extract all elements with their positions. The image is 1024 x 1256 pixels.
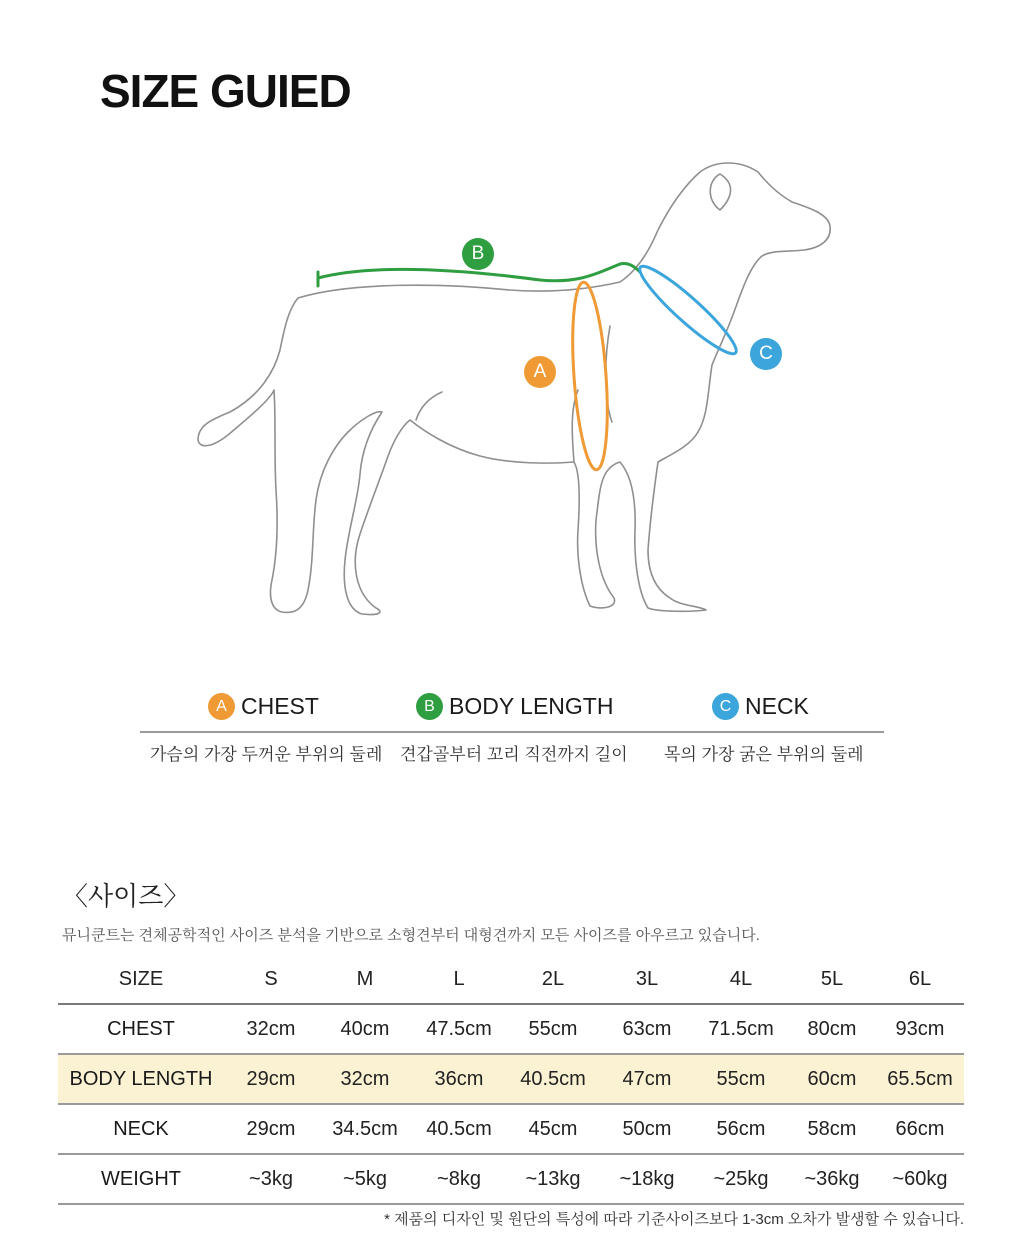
legend-body-length-label: BODY LENGTH [449, 692, 614, 719]
table-cell: 32cm [224, 1004, 318, 1054]
table-cell: 55cm [506, 1004, 600, 1054]
header-cell: 2L [506, 955, 600, 1004]
table-cell: 36cm [412, 1054, 506, 1104]
legend-chest-desc: 가슴의 가장 두꺼운 부위의 둘레 [150, 745, 383, 764]
header-cell: L [412, 955, 506, 1004]
table-cell: 50cm [600, 1104, 694, 1154]
table-cell: 40cm [318, 1004, 412, 1054]
table-cell: 56cm [694, 1104, 788, 1154]
table-cell: 63cm [600, 1004, 694, 1054]
header-cell: S [224, 955, 318, 1004]
table-cell: 93cm [876, 1004, 964, 1054]
table-row [58, 1154, 964, 1204]
table-row [58, 1104, 964, 1154]
legend-chest [208, 688, 319, 724]
table-cell: 65.5cm [876, 1054, 964, 1104]
table-header-row [58, 955, 964, 1004]
table-cell: 29cm [224, 1104, 318, 1154]
table-cell: 45cm [506, 1104, 600, 1154]
dog-ear [710, 174, 730, 210]
neck-badge: C [712, 693, 739, 720]
header-cell: 5L [788, 955, 876, 1004]
table-cell: ~18kg [600, 1154, 694, 1204]
marker-c: C [750, 338, 782, 370]
table-cell: 71.5cm [694, 1004, 788, 1054]
dog-measurement-diagram [180, 150, 860, 630]
legend-divider [140, 731, 884, 733]
header-cell: 6L [876, 955, 964, 1004]
legend-body-length-desc: 견갑골부터 꼬리 직전까지 길이 [400, 745, 628, 764]
table-row [58, 1004, 964, 1054]
table-cell: 60cm [788, 1054, 876, 1104]
table-cell: 66cm [876, 1104, 964, 1154]
table-cell: 47cm [600, 1054, 694, 1104]
header-cell: SIZE [58, 955, 224, 1004]
table-cell: 40.5cm [412, 1104, 506, 1154]
table-cell: 40.5cm [506, 1054, 600, 1104]
row-label: NECK [58, 1104, 224, 1154]
neck-loop [632, 258, 743, 361]
row-label: WEIGHT [58, 1154, 224, 1204]
table-cell: 58cm [788, 1104, 876, 1154]
table-cell: ~36kg [788, 1154, 876, 1204]
body-length-badge: B [416, 693, 443, 720]
header-cell: 4L [694, 955, 788, 1004]
table-cell: ~60kg [876, 1154, 964, 1204]
legend-chest-label: CHEST [241, 692, 319, 719]
header-cell: 3L [600, 955, 694, 1004]
header-cell: M [318, 955, 412, 1004]
size-table [58, 955, 964, 1205]
table-cell: ~13kg [506, 1154, 600, 1204]
table-cell: ~25kg [694, 1154, 788, 1204]
footnote: * 제품의 디자인 및 원단의 특성에 따라 기준사이즈보다 1-3cm 오차가 발생할 수 있습니다. [384, 1211, 964, 1228]
table-cell: 29cm [224, 1054, 318, 1104]
chest-badge: A [208, 693, 235, 720]
chest-loop [567, 281, 612, 471]
table-cell: 34.5cm [318, 1104, 412, 1154]
dog-illustration [180, 150, 860, 630]
size-section-description: 뮤니쿤트는 견체공학적인 사이즈 분석을 기반으로 소형견부터 대형견까지 모든 사이즈를 아우르고 있습니다. [62, 927, 760, 944]
table-cell: 80cm [788, 1004, 876, 1054]
legend-neck [712, 688, 809, 724]
legend-neck-label: NECK [745, 692, 809, 719]
size-section-title: 〈사이즈〉 [62, 881, 190, 911]
legend-body-length [416, 688, 613, 724]
page-title: SIZE GUIED [100, 65, 351, 117]
table-cell: 47.5cm [412, 1004, 506, 1054]
marker-a: A [524, 356, 556, 388]
table-cell: 55cm [694, 1054, 788, 1104]
dog-outline [198, 163, 830, 615]
row-label: BODY LENGTH [58, 1054, 224, 1104]
table-cell: ~3kg [224, 1154, 318, 1204]
legend-neck-desc: 목의 가장 굵은 부위의 둘레 [664, 745, 864, 764]
table-cell: ~8kg [412, 1154, 506, 1204]
table-row [58, 1054, 964, 1104]
row-label: CHEST [58, 1004, 224, 1054]
table-cell: ~5kg [318, 1154, 412, 1204]
measurement-legend [140, 688, 884, 778]
marker-b: B [462, 238, 494, 270]
table-cell: 32cm [318, 1054, 412, 1104]
